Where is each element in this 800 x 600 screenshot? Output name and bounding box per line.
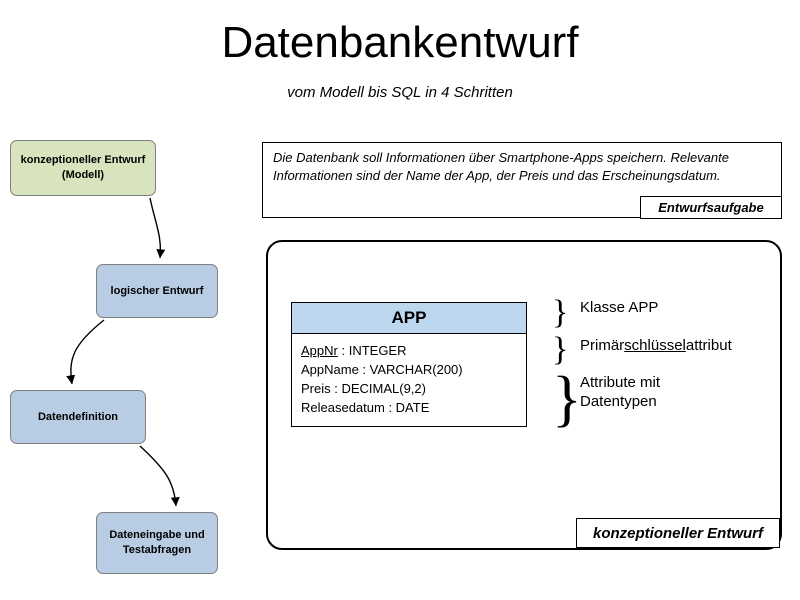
attribute-separator: : — [330, 381, 342, 396]
attribute-name: Releasedatum — [301, 400, 385, 415]
attribute-separator: : — [384, 400, 396, 415]
attribute-type: INTEGER — [348, 343, 407, 358]
entity-attribute-row — [292, 379, 526, 398]
annotation-text-underlined: schlüssel — [624, 337, 686, 354]
task-label-badge: Entwurfsaufgabe — [640, 196, 782, 219]
annotation-line-2: Datentypen — [580, 392, 657, 410]
attribute-type: DECIMAL(9,2) — [341, 381, 426, 396]
attribute-name: AppName — [301, 362, 359, 377]
entity-attribute-list — [292, 334, 526, 426]
entity-attribute-row — [292, 341, 526, 360]
page-title: Datenbankentwurf — [221, 18, 579, 67]
attribute-type: DATE — [395, 400, 430, 415]
flow-step-label: Dateneingabe und Testabfragen — [109, 529, 205, 556]
flow-step-logischer-entwurf[interactable] — [96, 264, 218, 318]
flow-step-label: Datendefinition — [37, 410, 119, 423]
annotation-line-1: Attribute mit — [580, 374, 661, 391]
entity-name: APP — [292, 303, 526, 334]
attribute-separator: : — [337, 343, 349, 358]
annotation-class: Klasse APP — [580, 299, 659, 316]
flow-step-label: logischer Entwurf — [110, 284, 204, 297]
annotation-primary-key — [580, 337, 732, 356]
brace-icon: } — [552, 331, 569, 368]
flow-step-dateneingabe-testabfragen[interactable] — [96, 512, 218, 574]
entity-class-box — [291, 302, 527, 427]
brace-icon: } — [552, 365, 582, 433]
entity-attribute-row — [292, 398, 526, 417]
flow-step-label: konzeptioneller Entwurf (Modell) — [20, 154, 146, 181]
attribute-name: Preis — [301, 381, 331, 396]
task-description-text: Die Datenbank soll Informationen über Smartphone-Apps speichern. Relevante Informationen sind der Name der App, der Preis und das Erscheinungsdatum. — [273, 150, 729, 183]
conceptual-design-label: konzeptioneller Entwurf — [576, 518, 780, 548]
entity-attribute-row — [292, 360, 526, 379]
annotation-text: attribut — [685, 337, 732, 354]
attribute-name: AppNr — [301, 343, 338, 358]
attribute-separator: : — [358, 362, 370, 377]
page-subtitle: vom Modell bis SQL in 4 Schritten — [287, 84, 513, 101]
flow-step-konzeptioneller-entwurf[interactable] — [10, 140, 156, 196]
flow-step-datendefinition[interactable] — [10, 390, 146, 444]
annotation-text: Primär — [580, 337, 625, 354]
attribute-type: VARCHAR(200) — [369, 362, 463, 377]
annotation-attributes — [580, 374, 660, 412]
brace-icon: } — [552, 294, 569, 331]
